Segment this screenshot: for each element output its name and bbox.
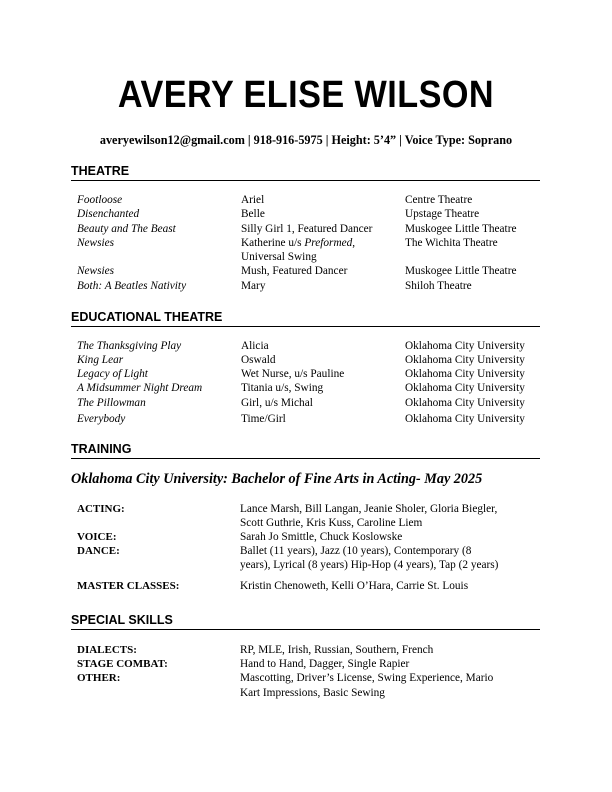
theatre-show: Beauty and The Beast (77, 223, 176, 235)
skill-value: RP, MLE, Irish, Russian, Southern, French (240, 644, 434, 656)
degree-heading: Oklahoma City University: Bachelor of Fine Arts in Acting- May 2025 (71, 471, 483, 487)
theatre-venue: Shiloh Theatre (405, 280, 472, 292)
theatre-venue: Centre Theatre (405, 194, 473, 206)
training-label: DANCE: (77, 545, 120, 557)
skill-label: STAGE COMBAT: (77, 658, 168, 670)
training-value-continued: years), Lyrical (8 years) Hip-Hop (4 years), Tap (2 years) (240, 559, 499, 571)
theatre-venue: Muskogee Little Theatre (405, 223, 517, 235)
training-value: Lance Marsh, Bill Langan, Jeanie Sholer, Gloria Biegler, (240, 503, 498, 515)
edu-show: The Thanksgiving Play (77, 340, 182, 352)
edu-role: Time/Girl (241, 413, 286, 425)
training-value-continued: Scott Guthrie, Kris Kuss, Caroline Liem (240, 517, 423, 529)
theatre-show: Disenchanted (77, 208, 140, 220)
edu-show: King Lear (77, 354, 124, 366)
skill-label: OTHER: (77, 672, 121, 684)
theatre-role: Belle (241, 208, 265, 220)
theatre-role (241, 236, 401, 250)
role-text-italic: Preformed (304, 237, 353, 249)
theatre-venue: Muskogee Little Theatre (405, 265, 517, 277)
skill-value: Hand to Hand, Dagger, Single Rapier (240, 658, 410, 670)
skill-value-continued: Kart Impressions, Basic Sewing (240, 687, 385, 699)
edu-show: A Midsummer Night Dream (77, 382, 203, 394)
training-label: MASTER CLASSES: (77, 580, 180, 592)
section-skills-heading: SPECIAL SKILLS (71, 612, 540, 630)
theatre-show: Both: A Beatles Nativity (77, 280, 187, 292)
contact-line: averyewilson12@gmail.com | 918-916-5975 | Height: 5’4” | Voice Type: Soprano (99, 133, 513, 147)
theatre-show: Newsies (77, 265, 115, 277)
edu-role: Oswald (241, 354, 276, 366)
section-training-heading: TRAINING (71, 441, 540, 459)
training-value: Sarah Jo Smittle, Chuck Koslowske (240, 531, 403, 543)
edu-venue: Oklahoma City University (405, 354, 525, 366)
theatre-show: Footloose (77, 194, 123, 206)
edu-role: Girl, u/s Michal (241, 397, 313, 409)
edu-venue: Oklahoma City University (405, 413, 525, 425)
edu-show: Everybody (77, 413, 126, 425)
theatre-role: Ariel (241, 194, 265, 206)
edu-show: Legacy of Light (77, 368, 148, 380)
training-label: VOICE: (77, 531, 117, 543)
edu-venue: Oklahoma City University (405, 382, 525, 394)
edu-role: Alicia (241, 340, 269, 352)
edu-venue: Oklahoma City University (405, 368, 525, 380)
role-text: , (352, 237, 356, 249)
theatre-show: Newsies (77, 237, 115, 249)
training-label: ACTING: (77, 503, 125, 515)
theatre-role: Silly Girl 1, Featured Dancer (241, 223, 373, 235)
section-theatre-heading: THEATRE (71, 163, 540, 181)
theatre-role-continued: Universal Swing (241, 251, 317, 263)
edu-show: The Pillowman (77, 397, 146, 409)
theatre-role: Mush, Featured Dancer (241, 265, 348, 277)
training-value: Ballet (11 years), Jazz (10 years), Contemporary (8 (240, 545, 472, 557)
edu-role: Wet Nurse, u/s Pauline (241, 368, 345, 380)
edu-venue: Oklahoma City University (405, 397, 525, 409)
skill-label: DIALECTS: (77, 644, 137, 656)
role-text: Katherine u/s (241, 237, 305, 249)
skill-value: Mascotting, Driver’s License, Swing Experience, Mario (240, 672, 494, 684)
section-educational-heading: EDUCATIONAL THEATRE (71, 309, 540, 327)
theatre-venue: The Wichita Theatre (405, 237, 498, 249)
training-value: Kristin Chenoweth, Kelli O’Hara, Carrie St. Louis (240, 580, 469, 592)
resume-name: AVERY ELISE WILSON (117, 74, 495, 116)
edu-role: Titania u/s, Swing (241, 382, 324, 394)
edu-venue: Oklahoma City University (405, 340, 525, 352)
theatre-venue: Upstage Theatre (405, 208, 480, 220)
theatre-role: Mary (241, 280, 266, 292)
